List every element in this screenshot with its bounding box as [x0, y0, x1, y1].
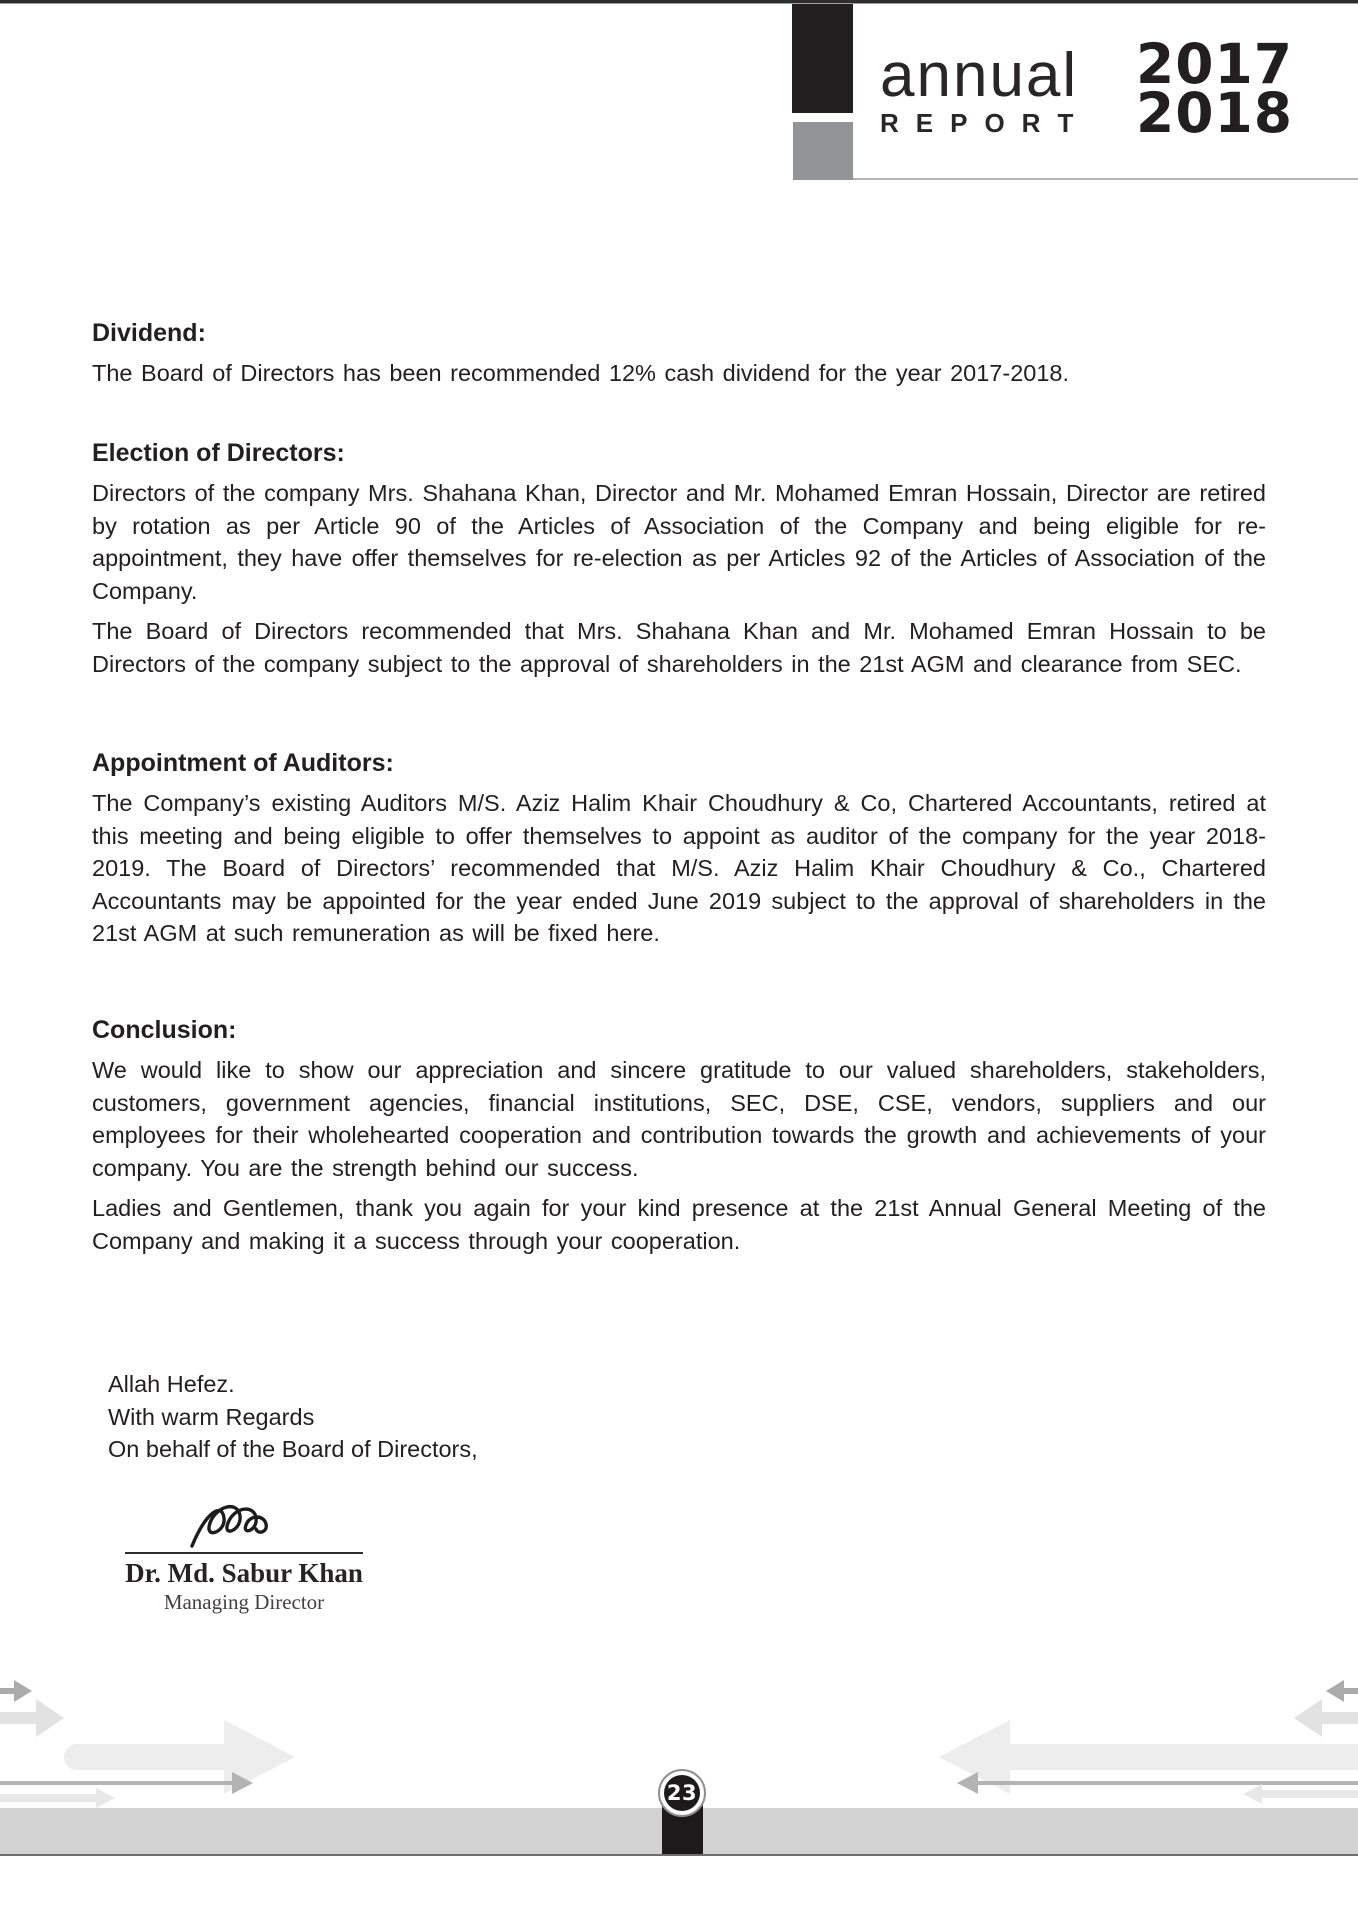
header-rule [853, 178, 1358, 180]
signature-block [108, 1500, 380, 1614]
arrow-decoration-right [939, 1680, 1358, 1804]
section-conclusion [92, 1015, 1266, 1257]
signature-rule [125, 1552, 363, 1554]
header-subtitle: REPORT [880, 108, 1091, 138]
closing-line: Allah Hefez. [108, 1371, 235, 1397]
section-heading: Appointment of Auditors: [92, 749, 394, 777]
closing-block [108, 1368, 1008, 1466]
closing-line: On behalf of the Board of Directors, [108, 1436, 478, 1462]
header-years [1136, 32, 1294, 145]
section-paragraph: The Board of Directors recommended that Mrs. Shahana Khan and Mr. Mohamed Emran Hossain to be Directors of the company subject to the approval of shareholders in the 21st AGM and clearance from SEC. [92, 618, 1266, 677]
page-number-circle [664, 1775, 700, 1811]
page-number-badge [658, 1769, 706, 1817]
logo-black-block [792, 4, 853, 113]
header-wordmark [880, 41, 1120, 138]
signature-title: Managing Director [163, 1590, 325, 1614]
page-top-rule [0, 0, 1358, 4]
closing-line: With warm Regards [108, 1403, 315, 1430]
section-heading: Conclusion: [92, 1016, 237, 1044]
section-paragraph: Directors of the company Mrs. Shahana Khan, Director and Mr. Mohamed Emran Hossain, Director are retired by rotation as per Article 90 of the Articles of Association of the Company and being eligible for re-appointment, they have offer themselves for re-election as per Articles 92 of the Articles of Association of the Company. [92, 480, 1266, 604]
section-paragraph: The Company’s existing Auditors M/S. Aziz Halim Khair Choudhury & Co, Chartered Accountants, retired at this meeting and being eligible to offer themselves to appoint as auditor of the company for the year 2018-2019. The Board of Directors’ recommended that M/S. Aziz Halim Khair Choudhury & Co., Chartered Accountants may be appointed for the year ended June 2019 subject to the approval of shareholders in the 21st AGM at such remuneration as will be fixed here. [92, 790, 1266, 946]
signature-name: Dr. Md. Sabur Khan [125, 1558, 363, 1588]
section-heading: Election of Directors: [92, 439, 345, 467]
section-paragraph: The Board of Directors has been recommended 12% cash dividend for the year 2017-2018. [92, 360, 1070, 386]
header-title: annual [880, 41, 1079, 110]
header-year-bottom: 2018 [1136, 81, 1294, 145]
section-heading: Dividend: [92, 319, 206, 347]
header-year-top: 2017 [1136, 32, 1294, 96]
signature-scribble-icon [184, 1500, 304, 1556]
page-number: 23 [666, 1781, 698, 1805]
section-paragraph: We would like to show our appreciation and sincere gratitude to our valued shareholders, stakeholders, customers, government agencies, financial institutions, SEC, DSE, CSE, vendors, suppliers and our employees for their wholehearted cooperation and contribution towards the growth and achievements of your company. You are the strength behind our success. [92, 1057, 1266, 1181]
section-appointment-of-auditors [92, 748, 1266, 950]
arrow-decoration-left [0, 1680, 295, 1808]
logo-gray-block [793, 122, 853, 180]
section-dividend [92, 318, 1266, 390]
section-election-of-directors [92, 438, 1266, 680]
section-paragraph: Ladies and Gentlemen, thank you again for your kind presence at the 21st Annual General Meeting of the Company and making it a success through your cooperation. [92, 1195, 1266, 1254]
